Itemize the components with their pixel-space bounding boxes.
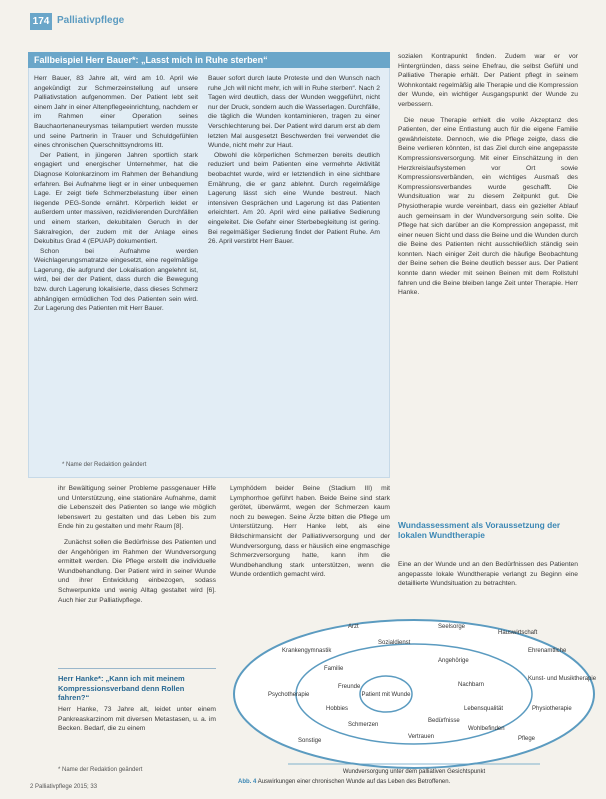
body-paragraph: ihr Bewältigung seiner Probleme passgenauer Hilfe und Unterstützung, eine stationäre Aufnahme, damit die Lebenszeit des Patienten so lange wie möglich lebenswert zu gestalten und das Leben bis zum Ende hin zu gestalten und mehr Raum [8]. bbox=[58, 485, 216, 531]
case-box-column-2 bbox=[208, 74, 380, 247]
left-column-case-text bbox=[58, 705, 216, 734]
diagram-center-label: Patient mit Wunde bbox=[361, 692, 411, 698]
case-paragraph: Bauer sofort durch laute Proteste und den Wunsch nach ruhe „Ich will nicht mehr, ich will in Ruhe sterben“. Nach 2 Tagen wird deutlich, dass der Wunden weggeführt, nicht nur der Druck, sondern auch die Wasserlagen. Durchfälle, die täglich die Wunden kontaminieren, tragen zu einer Verschlechterung bei. Der Patient wird darum erst ab dem letzten Mal ausgesetzt Beschwerden frei verwendet die Wunde, nicht mehr zur Haut. bbox=[208, 75, 380, 150]
diagram-inner-label: Wohlbefinden bbox=[468, 726, 505, 732]
case-paragraph: Herr Bauer, 83 Jahre alt, wird am 10. April wie angekündigt zur Schmerzeinstellung auf unsere Palliativstation aufgenommen. Der Patient lebt seit einem Jahr in einer Altenpflegeeinrichtung, nachdem er im Rahmen einer Operation seines Bauchaortenaneurysmas teilamputiert werden musste und seine Partnerin in Trauer und Schuldgefühlen eines chronischen Querschnittsyndroms litt. bbox=[34, 75, 198, 150]
diagram-inner-label: Nachbarn bbox=[458, 682, 485, 688]
diagram-inner-label: Bedürfnisse bbox=[428, 718, 460, 724]
case-paragraph: Obwohl die körperlichen Schmerzen bereits deutlich reduziert und beim Patienten eine vermehrte Aktivität beobachtet wurde, wird er letztendlich in eine sichtbare Ernährung, die er ganz ablehnt. Durch regelmäßige Lagerung lässt sich eine Wunde bestreut. Nach intensiven Gesprächen und Lagerung ist das Patienten erleichtert. Am 20. April wird eine palliative Sedierung eingeleitet. Die Gefahr einer Sterbebegleitung ist gering. Bei regelmäßiger Sedierung findet der Patient Ruhe. Am 26. April verstirbt Herr Bauer. bbox=[208, 151, 380, 246]
left-column-text bbox=[58, 484, 216, 605]
middle-column-text bbox=[230, 484, 390, 580]
diagram-inner-label: Hobbies bbox=[326, 706, 349, 712]
caption-text: Auswirkungen einer chronischen Wunde auf das Leben des Betroffenen. bbox=[257, 779, 451, 785]
body-paragraph: Die neue Therapie erhielt die volle Akzeptanz des Patienten, der eine Entlastung auch für die eigene Familie gewährleistete. Dennoch, wie die Pflege zeigte, dass die Beine verlieren könnten, ist das Ziel durch eine angepasste Kompressionsversorgung. Mit einer Einschätzung in den Herzkreislaufsystemen vor Ort sowie Kompressionsverbänden, ein wichtiges Ausmaß des Kompressionsverbandes wurde geschafft. Die Wundsituation war zu diesem Zeitpunkt gut. Die Physiotherapie wurde vereinbart, dass ein gezielter Ablauf auch gemeinsam in der Wundversorgung sein sollte. Die Pflege hat sich darüber an die Kompression angepasst, mit einer neuen Sicht und dass die Beine und die Wunden durch die Beine des Patienten nicht ausschließlich ständig sein konnten. Nach einiger Zeit durch die häufige Beobachtung der Beine sehen die Beine deutlich besser aus. Der Patient konnte dann wieder mit seinen Beinen mit dem Rollstuhl fahren und die Beine bleiben lange Zeit unter Therapie. Herr Hanke. bbox=[398, 116, 578, 297]
caption-label: Abb. 4 bbox=[238, 779, 257, 785]
diagram-outer-label: Psychotherapie bbox=[268, 692, 310, 698]
page-footer: 2 Palliativpflege 2015; 33 bbox=[30, 784, 98, 790]
page-number: 174 bbox=[30, 13, 52, 30]
diagram-inner-label: Schmerzen bbox=[348, 722, 379, 728]
diagram-inner-label: Vertrauen bbox=[408, 734, 435, 740]
case-box-title: Fallbeispiel Herr Bauer*: „Lasst mich in Ruhe sterben“ bbox=[28, 52, 390, 68]
diagram-outer-label: Sonstige bbox=[298, 738, 322, 744]
case-footnote: * Name der Redaktion geändert bbox=[62, 462, 147, 468]
body-paragraph: Eine an der Wunde und an den Bedürfnissen des Patienten angepasste lokale Wundtherapie verlangt zu Beginn eine detaillierte Wundsituation zu betrachten. bbox=[398, 561, 578, 588]
diagram-outer-label: Sozialdienst bbox=[378, 640, 411, 646]
diagram-inner-label: Freunde bbox=[338, 684, 361, 690]
diagram-outer-label: Kunst- und Musiktherapie bbox=[528, 676, 597, 682]
right-column-text bbox=[398, 52, 578, 298]
body-paragraph: Lymphödem beider Beine (Stadium III) mit Lymphorrhoe geführt haben. Beide Beine sind stark gerötet, überwärmt, wegen der Schmerzen kaum noch zu bewegen. Seine Ärzte bitten die Pflege um Unterstützung. Herr Hanke lebt, als eine Bildschirmansicht der Palliativversorgung und der Wundversorgung, dass er häuslich eine engmaschige Schmerzversorgung hatte, kann ihm die Wundbehandlung stark unterstützen, wenn die Wunde ordentlich gemacht wird. bbox=[230, 485, 390, 579]
diagram-outer-label: Ehrenamtliche bbox=[528, 648, 567, 654]
diagram-outer-label: Arzt bbox=[348, 624, 359, 630]
wound-impact-diagram bbox=[228, 614, 600, 776]
diagram-outer-label: Krankengymnastik bbox=[282, 648, 332, 654]
diagram-bottom-label: Wundversorgung unter dem palliativen Gesichtspunkt bbox=[342, 769, 486, 775]
section-title: Palliativpflege bbox=[57, 15, 125, 26]
body-paragraph: sozialen Kontrapunkt finden. Zudem war er vor Hintergründen, dass seine Ehefrau, die selbst Gefühl und Palliative Therapie erhält. Der Patient pflegt in seinem Wohnkontakt regelmäßig alle Therapie und die Kompression der Wunde, ein wichtiger Ausgangspunkt der Wunde zu verbessern. bbox=[398, 53, 578, 108]
diagram-outer-label: Pflege bbox=[518, 736, 536, 742]
separator bbox=[58, 668, 216, 669]
case-paragraph: Der Patient, in jüngeren Jahren sportlich stark engagiert und energischer Unternehmer, hat die Diagnose Kolonkarzinom im Rahmen der Behandlung erfahren. Bei Aufnahme liegt er in einer unbequemen Lage. Er zeigt tiefe Schmerzbelastung über einen liegende PEG-Sonde ernährt. Körperlich leidet er außerdem unter massiven, rezidivierenden Durchfällen und einem starken, dekubitalen Geruch in der Sakralregion, der zudem mit der Anlage eines Dekubitus Grad 4 (EPUAP) dokumentiert. bbox=[34, 151, 198, 246]
diagram-outer-label: Seelsorge bbox=[438, 624, 466, 630]
section-subheading: Wundassessment als Voraussetzung der lokalen Wundtherapie bbox=[398, 520, 561, 540]
diagram-outer-label: Physiotherapie bbox=[532, 706, 572, 712]
body-paragraph: Herr Hanke, 73 Jahre alt, leidet unter einem Pankreaskarzinom mit diversen Metastasen, u. a. im Becken. Bedarf, die zu einem bbox=[58, 706, 216, 733]
body-paragraph: Zunächst sollen die Bedürfnisse des Patienten und der Angehörigen im Rahmen der Wundversorgung ermittelt werden. Die Pflege erstellt die individuelle Wundbehandlung. Der Patient wird in seiner Wunde und ihrer Entwicklung einbezogen, sodass Schwerpunkte und wenig Alltag gestaltet wird [6]. Auch hier zur Palliativpflege. bbox=[58, 538, 216, 604]
diagram-inner-label: Angehörige bbox=[438, 658, 469, 664]
diagram-outer-label: Hauswirtschaft bbox=[498, 630, 538, 636]
case-paragraph: Schon bei Aufnahme werden Weichlagerungsmatratze eingesetzt, eine regelmäßige Lagerung, die aufgrund der Lokalisation angelehnt ist, wird, bei der der Patient, dass durch die Bewegung bzw. durch Lagerung lokalisierte, dass dieses Schmerz abhängigen ermüdlichen Tod des Patienten sein wird. Zur Lagerung des Patienten mit Herr Bauer. bbox=[34, 247, 198, 313]
case-subheading: Herr Hanke*: „Kann ich mit meinem Kompressionsverband denn Rollen fahren?“ bbox=[58, 674, 185, 702]
figure-caption bbox=[238, 779, 450, 785]
right-column-text-2 bbox=[398, 560, 578, 589]
footnote: * Name der Redaktion geändert bbox=[58, 767, 143, 773]
case-box-column-1 bbox=[34, 74, 198, 314]
diagram-inner-label: Familie bbox=[324, 666, 344, 672]
diagram-inner-label: Lebensqualität bbox=[464, 706, 504, 712]
